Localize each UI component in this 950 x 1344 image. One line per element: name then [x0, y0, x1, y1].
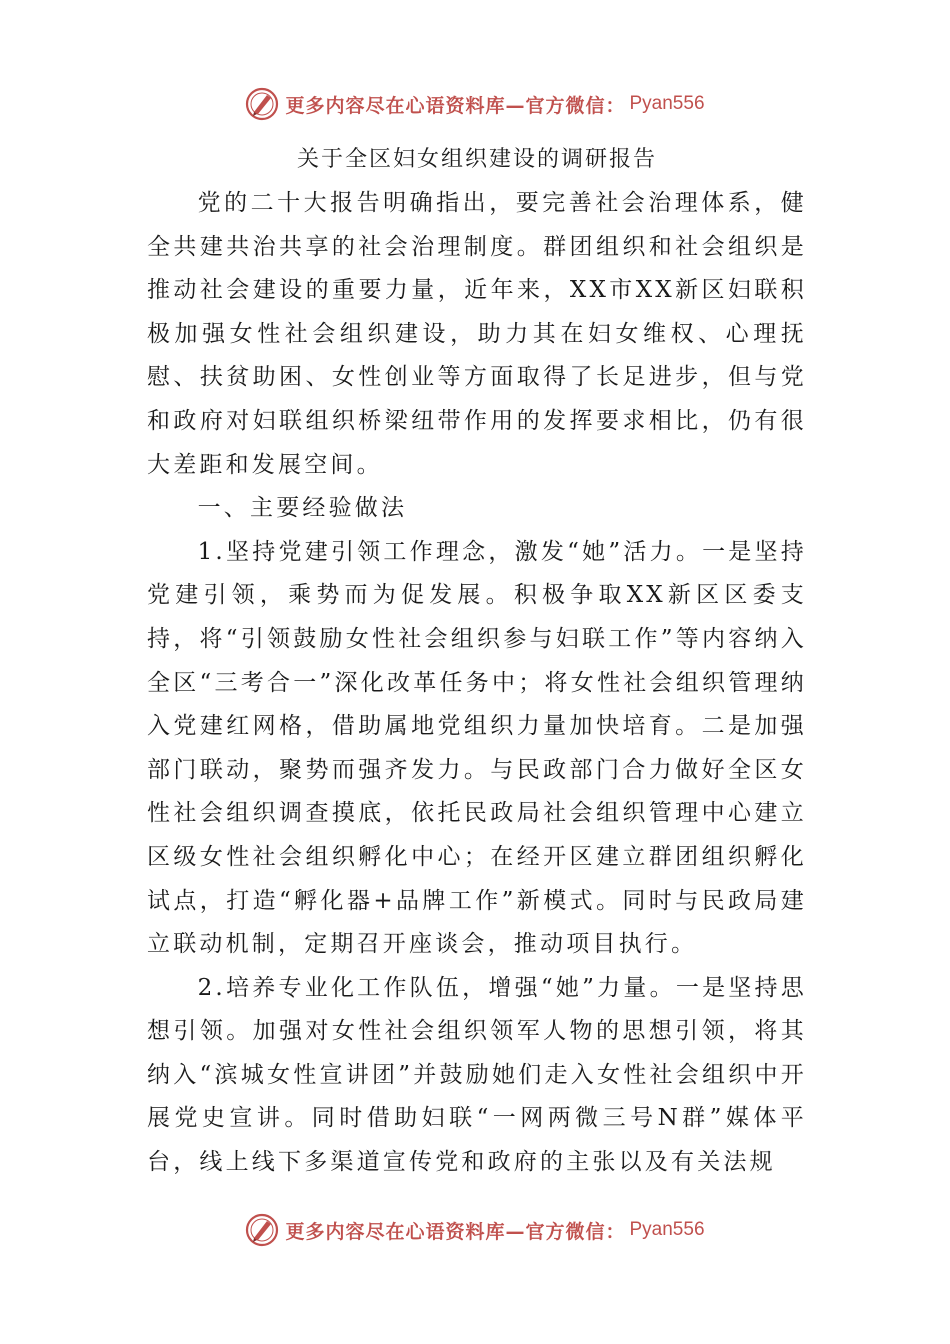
watermark-text: 更多内容尽在心语资料库—官方微信： [285, 1220, 626, 1243]
pen-logo-icon [245, 87, 279, 121]
watermark-banner-top [0, 84, 950, 124]
intro-paragraph: 党的二十大报告明确指出，要完善社会治理体系，健全共建共治共享的社会治理制度。群团组织和社会组织是推动社会建设的重要力量，近年来，XX市XX新区妇联积极加强女性社会组织建设，助力其在妇女维权、心理抚慰、扶贫助困、女性创业等方面取得了长足进步，但与党和政府对妇联组织桥梁纽带作用的发挥要求相比，仍有很大差距和发展空间。 [147, 190, 807, 478]
document-title: 关于全区妇女组织建设的调研报告 [296, 147, 657, 172]
watermark-text: 更多内容尽在心语资料库—官方微信： [285, 94, 626, 117]
watermark-banner-bottom [0, 1210, 950, 1250]
point-1-paragraph: 1.坚持党建引领工作理念，激发“她”活力。一是坚持党建引领，乘势而为促发展。积极争取XX新区区委支持，将“引领鼓励女性社会组织参与妇联工作”等内容纳入全区“三考合一”深化改革任务中；将女性社会组织管理纳入党建红网格，借助属地党组织力量加快培育。二是加强部门联动，聚势而强齐发力。与民政部门合力做好全区女性社会组织调查摸底，依托民政局社会组织管理中心建立区级女性社会组织孵化中心；在经开区建立群团组织孵化试点，打造“孵化器+品牌工作”新模式。同时与民政局建立联动机制，定期召开座谈会，推动项目执行。 [147, 538, 807, 958]
pen-logo-icon [245, 1213, 279, 1247]
document-body [147, 140, 807, 1185]
point-2-paragraph: 2.培养专业化工作队伍，增强“她”力量。一是坚持思想引领。加强对女性社会组织领军人物的思想引领，将其纳入“滨城女性宣讲团”并鼓励她们走入女性社会组织中开展党史宣讲。同时借助妇联“一网两微三号N群”媒体平台，线上线下多渠道宣传党和政府的主张以及有关法规 [147, 974, 807, 1176]
watermark-wechat-id: Pyan556 [629, 1219, 705, 1240]
watermark-wechat-id: Pyan556 [629, 93, 705, 114]
section-heading: 一、主要经验做法 [197, 495, 408, 522]
